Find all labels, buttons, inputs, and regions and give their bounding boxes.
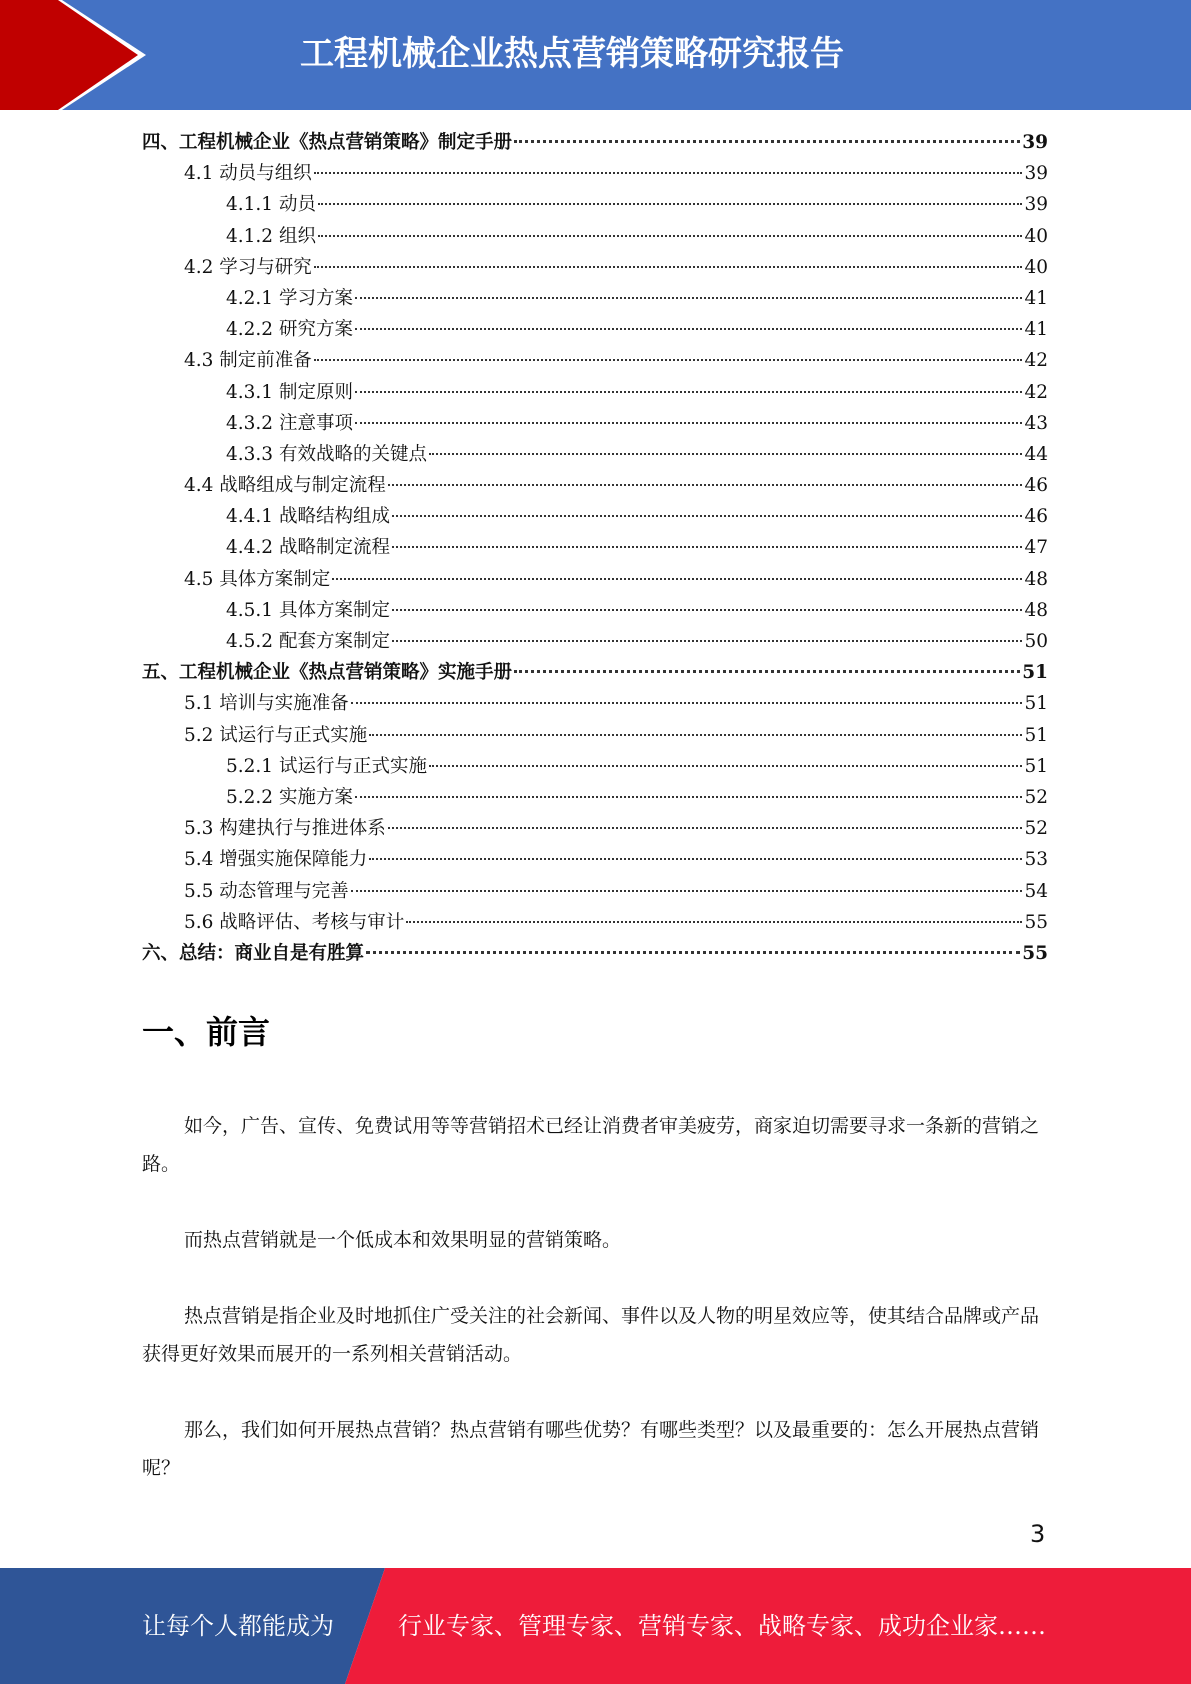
toc-entry-page: 43 [1024, 412, 1048, 434]
toc-leader-dots [388, 827, 1023, 829]
toc-entry[interactable] [142, 564, 1048, 595]
toc-entry[interactable] [142, 439, 1048, 470]
toc-entry[interactable] [142, 595, 1048, 626]
toc-entry[interactable] [142, 189, 1048, 220]
toc-entry-label: 5.5 动态管理与完善 [184, 880, 349, 902]
toc-leader-dots [314, 359, 1023, 361]
paragraph: 而热点营销就是一个低成本和效果明显的营销策略。 [184, 1229, 622, 1251]
toc-entry-label: 5.3 构建执行与推进体系 [184, 818, 386, 840]
toc-entry-page: 40 [1024, 256, 1048, 278]
toc-entry-page: 50 [1024, 631, 1048, 652]
toc-entry-label: 4.3.3 有效战略的关键点 [226, 443, 427, 465]
toc-entry-page: 42 [1024, 381, 1048, 403]
toc-entry[interactable] [142, 252, 1048, 283]
toc-leader-dots [429, 453, 1022, 455]
toc-entry-label: 六、总结：商业自是有胜算 [142, 942, 365, 964]
toc-entry-page: 39 [1024, 194, 1048, 216]
toc-entry-page: 55 [1024, 911, 1048, 933]
toc-leader-dots [318, 203, 1023, 205]
toc-entry-label: 4.1.2 组织 [226, 225, 316, 247]
toc-entry-label: 5.2.1 试运行与正式实施 [226, 755, 427, 777]
toc-leader-dots [429, 765, 1022, 767]
toc-leader-dots [392, 609, 1022, 611]
toc-leader-dots [355, 391, 1023, 393]
toc-entry-label: 4.2.1 学习方案 [226, 287, 353, 309]
toc-entry-label: 四、工程机械企业《热点营销策略》制定手册 [142, 132, 513, 153]
document-title: 工程机械企业热点营销策略研究报告 [300, 34, 844, 74]
toc-entry-page: 51 [1024, 755, 1048, 777]
section-heading: 一、前言 [142, 1013, 271, 1051]
toc-entry-label: 4.1 动员与组织 [184, 163, 312, 185]
toc-entry-page: 41 [1024, 287, 1048, 309]
toc-entry-label: 5.1 培训与实施准备 [184, 693, 349, 715]
table-of-contents [142, 127, 1048, 969]
toc-entry-page: 52 [1024, 818, 1048, 840]
toc-leader-dots [355, 328, 1023, 330]
toc-entry-page: 39 [1022, 132, 1048, 153]
toc-entry-page: 46 [1024, 475, 1048, 497]
toc-entry-page: 51 [1022, 662, 1048, 684]
toc-entry-label: 4.3.2 注意事项 [226, 412, 353, 434]
paragraph: 如今，广告、宣传、免费试用等等营销招术已经让消费者审美疲劳，商家迫切需要寻求一条新的营销之路。 [142, 1115, 1040, 1175]
toc-entry-label: 5.2 试运行与正式实施 [184, 724, 368, 746]
toc-leader-dots [318, 235, 1023, 237]
toc-entry-page: 39 [1024, 163, 1048, 185]
toc-leader-dots [369, 734, 1022, 736]
toc-entry[interactable] [142, 657, 1048, 688]
toc-entry-label: 4.4 战略组成与制定流程 [184, 475, 386, 497]
toc-entry-page: 42 [1024, 350, 1048, 372]
toc-entry[interactable] [142, 907, 1048, 938]
toc-leader-dots [366, 951, 1020, 954]
toc-entry[interactable] [142, 345, 1048, 376]
toc-entry[interactable] [142, 314, 1048, 345]
toc-leader-dots [355, 297, 1023, 299]
toc-entry-page: 52 [1024, 786, 1048, 808]
toc-entry[interactable] [142, 408, 1048, 439]
toc-entry-label: 4.2 学习与研究 [184, 256, 312, 278]
toc-entry[interactable] [142, 688, 1048, 719]
toc-leader-dots [355, 796, 1023, 798]
toc-leader-dots [514, 140, 1020, 143]
toc-entry[interactable] [142, 532, 1048, 563]
toc-entry-page: 54 [1024, 880, 1048, 902]
toc-entry[interactable] [142, 720, 1048, 751]
toc-leader-dots [392, 546, 1022, 548]
toc-entry-label: 4.5.1 具体方案制定 [226, 599, 390, 621]
toc-leader-dots [369, 858, 1022, 860]
page-footer [0, 1568, 1191, 1684]
paragraph: 那么，我们如何开展热点营销？热点营销有哪些优势？有哪些类型？以及最重要的：怎么开展热点营销呢？ [142, 1419, 1040, 1479]
toc-entry-page: 53 [1024, 849, 1048, 871]
toc-entry[interactable] [142, 221, 1048, 252]
toc-entry[interactable] [142, 876, 1048, 907]
toc-entry-page: 55 [1022, 942, 1048, 964]
toc-leader-dots [392, 640, 1022, 642]
toc-entry-label: 4.5.2 配套方案制定 [226, 631, 390, 652]
toc-entry-page: 46 [1024, 506, 1048, 528]
toc-entry-page: 51 [1024, 693, 1048, 715]
toc-entry-label: 5.6 战略评估、考核与审计 [184, 911, 405, 933]
toc-entry[interactable] [142, 283, 1048, 314]
toc-entry-page: 44 [1024, 443, 1048, 465]
toc-entry[interactable] [142, 158, 1048, 189]
toc-entry[interactable] [142, 782, 1048, 813]
page-number: 3 [1030, 1520, 1046, 1548]
toc-entry[interactable] [142, 844, 1048, 875]
toc-entry[interactable] [142, 470, 1048, 501]
toc-leader-dots [392, 515, 1022, 517]
footer-slogan-right: 行业专家、管理专家、营销专家、战略专家、成功企业家…… [398, 1612, 1046, 1640]
toc-entry[interactable] [142, 127, 1048, 158]
toc-entry-page: 40 [1024, 225, 1048, 247]
toc-leader-dots [351, 702, 1023, 704]
toc-entry-label: 4.2.2 研究方案 [226, 319, 353, 341]
toc-entry[interactable] [142, 377, 1048, 408]
toc-entry[interactable] [142, 813, 1048, 844]
toc-entry-page: 41 [1024, 319, 1048, 341]
page-header [0, 0, 1191, 110]
toc-entry-label: 5.2.2 实施方案 [226, 786, 353, 808]
toc-entry-label: 4.4.2 战略制定流程 [226, 537, 390, 559]
toc-entry-page: 51 [1024, 724, 1048, 746]
footer-slogan-left: 让每个人都能成为 [142, 1612, 334, 1640]
toc-entry[interactable] [142, 626, 1048, 657]
toc-entry-label: 4.3.1 制定原则 [226, 381, 353, 403]
toc-leader-dots [388, 484, 1023, 486]
toc-leader-dots [514, 670, 1020, 673]
toc-entry-page: 48 [1024, 568, 1048, 590]
toc-leader-dots [314, 266, 1023, 268]
toc-entry-label: 5.4 增强实施保障能力 [184, 849, 368, 871]
toc-entry-label: 五、工程机械企业《热点营销策略》实施手册 [142, 662, 513, 684]
header-arrow-decoration [0, 0, 160, 110]
toc-entry-label: 4.4.1 战略结构组成 [226, 506, 390, 528]
paragraph: 热点营销是指企业及时地抓住广受关注的社会新闻、事件以及人物的明星效应等，使其结合品牌或产品获得更好效果而展开的一系列相关营销活动。 [142, 1305, 1040, 1365]
toc-entry-label: 4.3 制定前准备 [184, 350, 312, 372]
toc-entry-label: 4.5 具体方案制定 [184, 568, 331, 590]
toc-leader-dots [314, 172, 1023, 174]
toc-entry-label: 4.1.1 动员 [226, 194, 316, 216]
toc-leader-dots [332, 578, 1022, 580]
toc-entry[interactable] [142, 938, 1048, 969]
toc-entry-page: 47 [1024, 537, 1048, 559]
toc-entry[interactable] [142, 751, 1048, 782]
toc-leader-dots [406, 921, 1022, 923]
toc-leader-dots [355, 422, 1023, 424]
toc-leader-dots [351, 890, 1023, 892]
toc-entry-page: 48 [1024, 599, 1048, 621]
toc-entry[interactable] [142, 501, 1048, 532]
